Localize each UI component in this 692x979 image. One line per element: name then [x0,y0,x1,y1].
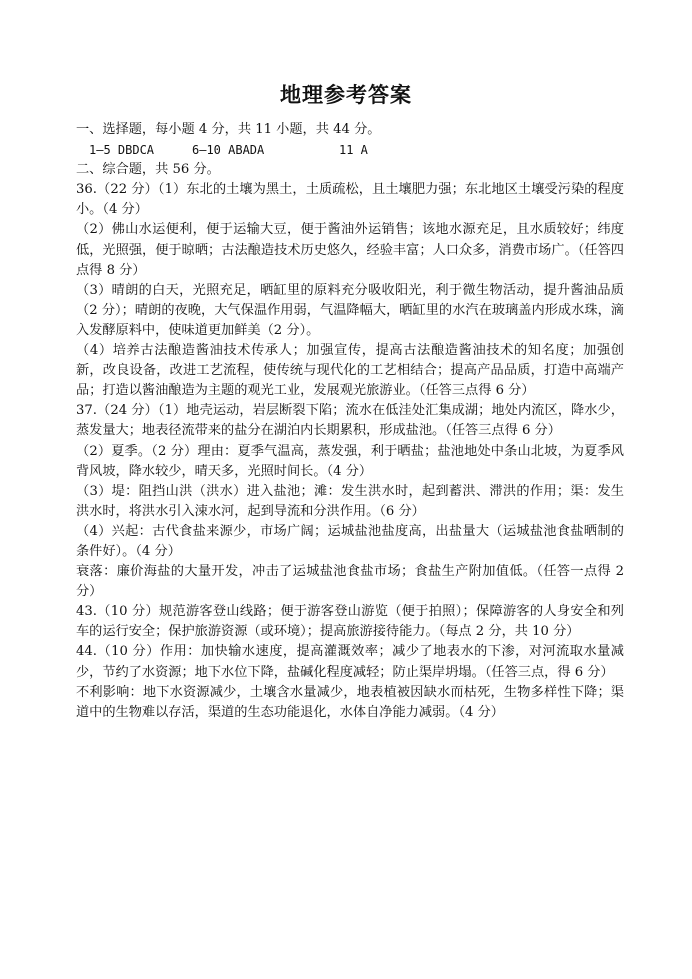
answer-36-part4: （4）培养古法酿造酱油技术传承人；加强宣传，提高古法酿造酱油技术的知名度；加强创新，改良设备，改进工艺流程，使传统与现代化的工艺相结合；提高产品品质，打造中高端产品；打造以酱油酿造为主题的观光工业，发展观光旅游业。（任答三点得 6 分） [76,343,624,399]
section-heading-comprehensive: 二、综合题，共 56 分。 [76,162,220,178]
mc-answer-group-6-10: 6—10 ABADA [192,143,265,158]
answer-36-part2: （2）佛山水运便利，便于运输大豆，便于酱油外运销售；该地水源充足，且水质较好；纬度低，光照强，便于晾晒；古法酿造技术历史悠久，经验丰富；人口众多，消费市场广。（任答四点得 8 分） [76,222,624,278]
answer-44-negative-effects: 不利影响：地下水资源减少，土壤含水量减少，地表植被因缺水而枯死，生物多样性下降；渠道中的生物难以存活，渠道的生态功能退化，水体自净能力减弱。（4 分） [76,684,624,720]
section-heading-multiple-choice: 一、选择题，每小题 4 分，共 11 小题，共 44 分。 [76,122,381,137]
answer-37-part1: 37.（24 分）（1）地壳运动，岩层断裂下陷；流水在低洼处汇集成湖；地处内流区，降水少，蒸发量大；地表径流带来的盐分在湖泊内长期累积，形成盐池。（任答三点得 6 分） [76,403,624,439]
answer-36-part3: （3）晴朗的白天，光照充足，晒缸里的原料充分吸收阳光，利于微生物活动，提升酱油品质（2 分）；晴朗的夜晚，大气保温作用弱，气温降幅大，晒缸里的水汽在玻璃盖内形成水珠，滴入发酵原料中，使味道更加鲜美（2 分）。 [76,282,624,338]
mc-answer-group-1-5: 1—5 DBDCA [89,143,155,158]
answer-37-part4-decline: 衰落：廉价海盐的大量开发，冲击了运城盐池食盐市场；食盐生产附加值低。（任答一点得 2 分） [76,564,624,600]
answer-36-part1: 36.（22 分）（1）东北的土壤为黑土，土质疏松，且土壤肥力强；东北地区土壤受污染的程度小。（4 分） [76,182,624,218]
answer-37-part2: （2）夏季。（2 分）理由：夏季气温高，蒸发强，利于晒盐；盐池地处中条山北坡，为夏季风背风坡，降水较少，晴天多，光照时间长。（4 分） [76,443,624,479]
page-title: 地理参考答案 [280,82,412,107]
answer-37-part3: （3）堤：阻挡山洪（洪水）进入盐池；滩：发生洪水时，起到蓄洪、滞洪的作用；渠：发生洪水时，将洪水引入涑水河，起到导流和分洪作用。（6 分） [76,483,624,519]
mc-answer-group-11: 11 A [339,143,368,158]
multiple-choice-answers [76,140,624,160]
answer-37-part4-rise: （4）兴起：古代食盐来源少，市场广阔；运城盐池盐度高，出盐量大（运城盐池食盐晒制的条件好）。（4 分） [76,523,624,559]
answer-44-effects: 44.（10 分）作用：加快输水速度，提高灌溉效率；减少了地表水的下渗，对河流取水量减少，节约了水资源；地下水位下降，盐碱化程度减轻；防止渠岸坍塌。（任答三点，得 6 分） [76,644,624,680]
answer-43: 43.（10 分）规范游客登山线路；便于游客登山游览（便于拍照）；保障游客的人身安全和列车的运行安全；保护旅游资源（或环境）；提高旅游接待能力。（每点 2 分，共 10 分） [76,604,624,640]
answer-content [76,120,624,723]
